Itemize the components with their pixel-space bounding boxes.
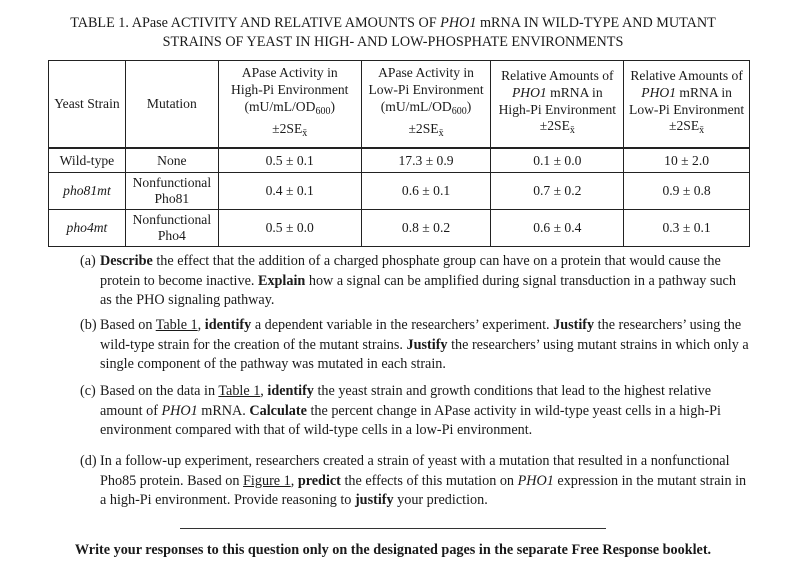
question-span: the effects of this mutation on xyxy=(340,472,518,489)
question-span: , xyxy=(290,472,298,489)
caption-text-end: mRNA IN WILD-TYPE AND MUTANT xyxy=(476,15,716,31)
table-caption xyxy=(40,14,746,52)
task-verb: justify xyxy=(354,492,394,509)
cell-apase-high: 0.5 ± 0.0 xyxy=(218,210,361,247)
header-line: APase Activity in xyxy=(241,65,338,81)
question-span: the researchers’ using the wild-type strain for the creation of the mutant strains. xyxy=(100,317,742,353)
header-line xyxy=(493,85,621,102)
header-text: mRNA in xyxy=(676,84,732,100)
se-subscript: x̄ xyxy=(438,127,444,139)
question-a xyxy=(80,252,750,311)
table-row xyxy=(49,148,750,173)
gene-name: PHO1 xyxy=(517,472,554,489)
header-line: High-Pi Environment xyxy=(231,82,349,98)
cell-strain: pho81mt xyxy=(49,173,126,210)
question-span: mRNA. xyxy=(197,402,250,419)
header-line xyxy=(364,121,489,143)
question-span: In a follow-up experiment, researchers created a strain of yeast with a mutation that resulted in a nonfunctional Pho85 protein. Based on xyxy=(100,453,730,489)
task-verb: predict xyxy=(297,472,341,489)
table-1-link[interactable]: Table 1 xyxy=(218,383,261,399)
unit-text: (mU/mL/OD xyxy=(244,99,316,114)
cell-rna-low: 0.3 ± 0.1 xyxy=(624,210,750,247)
unit-subscript: 600 xyxy=(315,106,331,117)
gene-name: PHO1 xyxy=(161,402,198,419)
question-span: expression in the mutant strain in a high-Pi environment. Provide reasoning to xyxy=(100,472,747,509)
question-span: , xyxy=(197,317,205,333)
caption-line-1 xyxy=(40,14,746,33)
figure-1-link[interactable]: Figure 1 xyxy=(243,472,291,489)
mutation-line: Nonfunctional xyxy=(132,175,212,190)
task-verb: Justify xyxy=(553,317,595,333)
caption-gene: PHO1 xyxy=(440,15,477,31)
question-text xyxy=(100,452,750,511)
cell-mutation: None xyxy=(125,148,218,173)
data-table xyxy=(48,60,750,247)
question-span: a dependent variable in the researchers’ experiment. xyxy=(251,317,554,333)
header-line xyxy=(364,99,489,121)
question-span: Based on xyxy=(100,317,156,333)
cell-apase-high: 0.4 ± 0.1 xyxy=(218,173,361,210)
task-verb: Justify xyxy=(406,336,448,353)
cell-rna-high: 0.7 ± 0.2 xyxy=(491,173,624,210)
cell-apase-low: 0.8 ± 0.2 xyxy=(361,210,491,247)
caption-text: TABLE 1. APase ACTIVITY AND RELATIVE AMOUNTS OF xyxy=(70,15,441,31)
task-verb: Describe xyxy=(100,253,153,269)
task-verb: Calculate xyxy=(249,402,307,419)
question-label: (c) xyxy=(80,383,96,399)
se-text: ±2SE xyxy=(272,120,303,136)
question-span: the effect that the addition of a charged phosphate group can have on a protein that would cause the protein to become inactive. xyxy=(100,253,721,289)
header-line: Relative Amounts of xyxy=(630,67,743,83)
header-line xyxy=(221,121,359,143)
unit-end: ) xyxy=(466,99,472,114)
question-text xyxy=(100,316,750,375)
header-rna-low xyxy=(624,61,750,149)
question-label: (a) xyxy=(80,253,96,269)
question-b xyxy=(80,316,750,375)
caption-line-2: STRAINS OF YEAST IN HIGH- AND LOW-PHOSPHATE ENVIRONMENTS xyxy=(162,34,624,50)
footer-instruction: Write your responses to this question only on the designated pages in the separate Free Response booklet. xyxy=(74,542,712,558)
question-text xyxy=(100,382,750,441)
header-line: Relative Amounts of xyxy=(501,67,614,83)
unit-text: (mU/mL/OD xyxy=(380,99,452,114)
mutation-line: Pho81 xyxy=(154,191,190,206)
mutation-line: Pho4 xyxy=(157,228,186,243)
unit-subscript: 600 xyxy=(451,106,467,117)
header-apase-low xyxy=(361,61,491,149)
se-subscript: x̄ xyxy=(699,125,705,137)
gene-name: PHO1 xyxy=(511,84,547,100)
se-text: ±2SE xyxy=(408,120,439,136)
header-line: High-Pi Environment xyxy=(498,101,617,117)
cell-rna-low: 0.9 ± 0.8 xyxy=(624,173,750,210)
se-subscript: x̄ xyxy=(569,125,575,137)
question-span: how a signal can be amplified during signal transduction in a pathway such as the PHO signaling pathway. xyxy=(100,272,736,309)
se-text: ±2SE xyxy=(669,118,700,134)
header-yeast-strain: Yeast Strain xyxy=(49,61,126,149)
task-verb: Explain xyxy=(257,272,306,289)
question-text xyxy=(100,252,750,311)
header-line: Low-Pi Environment xyxy=(629,101,745,117)
question-span: your prediction. xyxy=(393,492,488,509)
cell-rna-low: 10 ± 2.0 xyxy=(624,148,750,173)
question-span: the percent change in APase activity in wild-type yeast cells in a high-Pi environment compared with that of wild-type cells in a low-Pi environment. xyxy=(100,402,721,439)
header-line xyxy=(626,118,747,140)
cell-apase-low: 0.6 ± 0.1 xyxy=(361,173,491,210)
mutation-line: Nonfunctional xyxy=(132,212,212,227)
se-text: ±2SE xyxy=(539,118,570,134)
question-span: , xyxy=(260,383,268,399)
header-line: Low-Pi Environment xyxy=(368,82,484,98)
header-rna-high xyxy=(491,61,624,149)
cell-strain: pho4mt xyxy=(49,210,126,247)
cell-rna-high: 0.6 ± 0.4 xyxy=(491,210,624,247)
header-line: APase Activity in xyxy=(378,65,474,81)
task-verb: identify xyxy=(204,317,252,333)
question-span: the yeast strain and growth conditions that lead to the highest relative amount of xyxy=(100,383,712,419)
cell-strain: Wild-type xyxy=(49,148,126,173)
cell-apase-low: 17.3 ± 0.9 xyxy=(361,148,491,173)
table-row xyxy=(49,173,750,210)
question-label: (b) xyxy=(80,317,97,333)
header-line xyxy=(626,85,747,102)
gene-name: PHO1 xyxy=(641,84,677,100)
question-span: Based on the data in xyxy=(100,383,219,399)
question-d xyxy=(80,452,750,511)
question-c xyxy=(80,382,750,441)
question-label: (d) xyxy=(80,453,97,469)
header-line xyxy=(221,99,359,121)
cell-mutation xyxy=(125,173,218,210)
table-header-row xyxy=(49,61,750,149)
unit-end: ) xyxy=(330,99,335,114)
divider-rule xyxy=(180,528,606,529)
header-apase-high xyxy=(218,61,361,149)
header-text: mRNA in xyxy=(546,84,603,100)
se-subscript: x̄ xyxy=(302,127,308,139)
header-mutation: Mutation xyxy=(125,61,218,149)
header-line xyxy=(493,118,621,140)
cell-rna-high: 0.1 ± 0.0 xyxy=(491,148,624,173)
table-row xyxy=(49,210,750,247)
question-span: the researchers’ using mutant strains in which only a single component of the pathway was mutated in each strain. xyxy=(100,336,749,373)
task-verb: identify xyxy=(267,383,314,399)
table-1-link[interactable]: Table 1 xyxy=(155,317,198,333)
cell-mutation xyxy=(125,210,218,247)
cell-apase-high: 0.5 ± 0.1 xyxy=(218,148,361,173)
